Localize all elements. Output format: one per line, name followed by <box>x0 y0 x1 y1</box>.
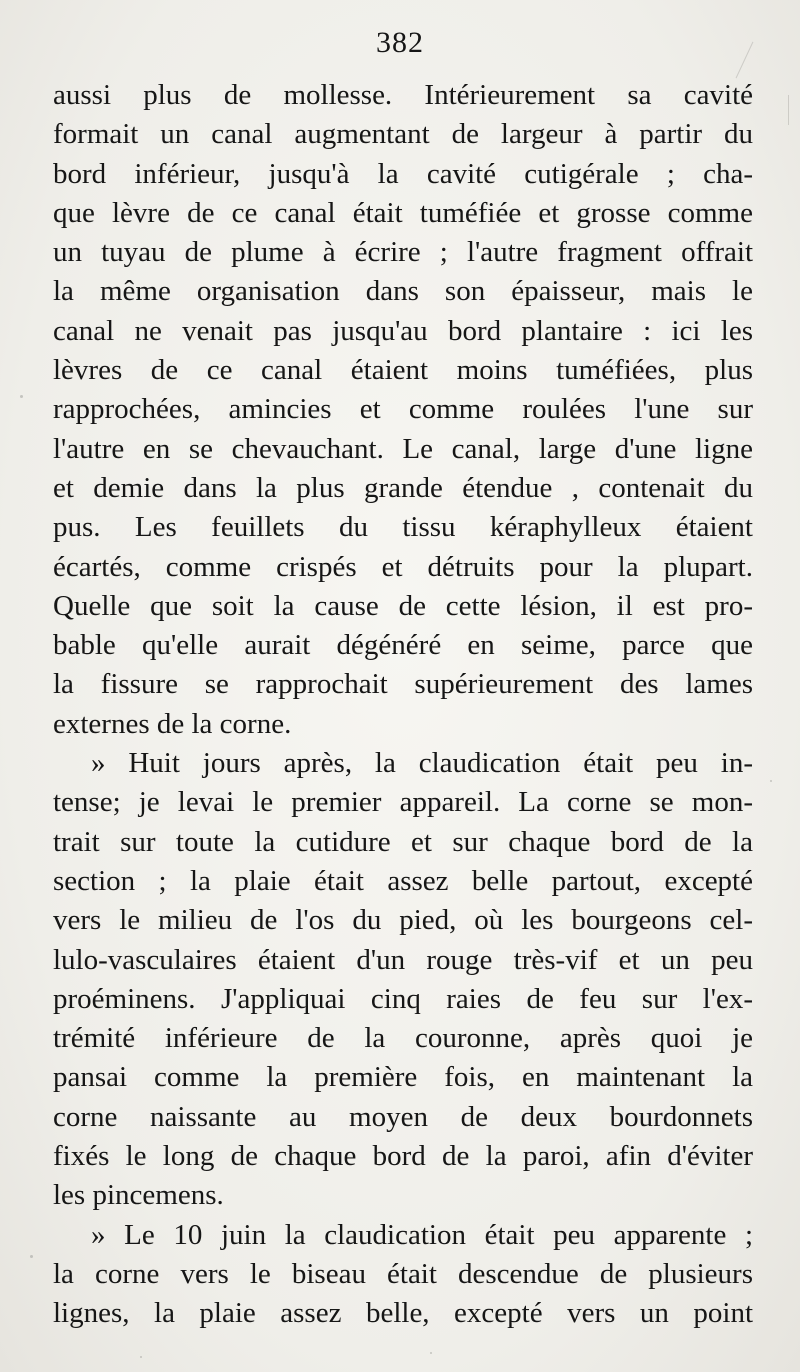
text-line: pansai comme la première fois, en maintenant la <box>53 1061 753 1094</box>
scan-artifact <box>788 95 789 125</box>
text-line: trémité inférieure de la couronne, après quoi je <box>53 1022 753 1055</box>
paragraph-2 <box>53 744 753 1216</box>
text-line: la même organisation dans son épaisseur, mais le <box>53 275 753 308</box>
scan-artifact <box>140 1356 142 1358</box>
text-line: formait un canal augmentant de largeur à partir du <box>53 118 753 151</box>
text-line: corne naissante au moyen de deux bourdonnets <box>53 1100 753 1133</box>
text-line: un tuyau de plume à écrire ; l'autre fragment offrait <box>53 236 753 269</box>
text-line: écartés, comme crispés et détruits pour la plupart. <box>53 550 753 583</box>
text-line: vers le milieu de l'os du pied, où les bourgeons cel- <box>53 904 753 937</box>
scan-artifact <box>430 1352 432 1354</box>
text-line: lèvres de ce canal étaient moins tuméfiées, plus <box>53 354 753 387</box>
text-line: externes de la corne. <box>53 707 292 740</box>
text-line: section ; la plaie était assez belle partout, excepté <box>53 864 753 897</box>
text-line: bable qu'elle aurait dégénéré en seime, parce que <box>53 629 753 662</box>
text-line: la corne vers le biseau était descendue de plusieurs <box>53 1257 753 1290</box>
text-line: trait sur toute la cutidure et sur chaque bord de la <box>53 825 753 858</box>
text-line: » Le 10 juin la claudication était peu apparente ; <box>91 1218 753 1251</box>
text-line: la fissure se rapprochait supérieurement des lames <box>53 668 753 701</box>
text-line: rapprochées, amincies et comme roulées l'une sur <box>53 393 753 426</box>
body-text <box>53 76 753 1334</box>
text-line: aussi plus de mollesse. Intérieurement sa cavité <box>53 79 753 111</box>
text-line: bord inférieur, jusqu'à la cavité cutigérale ; cha- <box>53 157 753 190</box>
text-line: lulo-vasculaires étaient d'un rouge très-vif et un peu <box>53 943 753 976</box>
text-line: » Huit jours après, la claudication était peu in- <box>91 747 753 780</box>
text-line: tense; je levai le premier appareil. La corne se mon- <box>53 786 753 819</box>
text-line: proéminens. J'appliquai cinq raies de feu sur l'ex- <box>53 982 753 1015</box>
text-line: fixés le long de chaque bord de la paroi, afin d'éviter <box>53 1140 753 1173</box>
text-line: et demie dans la plus grande étendue , contenait du <box>53 471 753 504</box>
scan-artifact <box>20 395 23 398</box>
paragraph-3 <box>53 1216 753 1334</box>
page-number: 382 <box>376 26 424 59</box>
text-line: les pincemens. <box>53 1179 224 1212</box>
scan-artifact <box>30 1255 33 1258</box>
text-line: lignes, la plaie assez belle, excepté vers un point <box>53 1297 753 1330</box>
scan-artifact <box>770 780 772 782</box>
text-line: Quelle que soit la cause de cette lésion, il est pro- <box>53 589 753 622</box>
paragraph-1 <box>53 76 753 744</box>
text-line: l'autre en se chevauchant. Le canal, large d'une ligne <box>53 432 753 465</box>
text-line: pus. Les feuillets du tissu kéraphylleux étaient <box>53 511 753 544</box>
text-line: que lèvre de ce canal était tuméfiée et grosse comme <box>53 196 753 229</box>
text-line: canal ne venait pas jusqu'au bord plantaire : ici les <box>53 314 753 347</box>
